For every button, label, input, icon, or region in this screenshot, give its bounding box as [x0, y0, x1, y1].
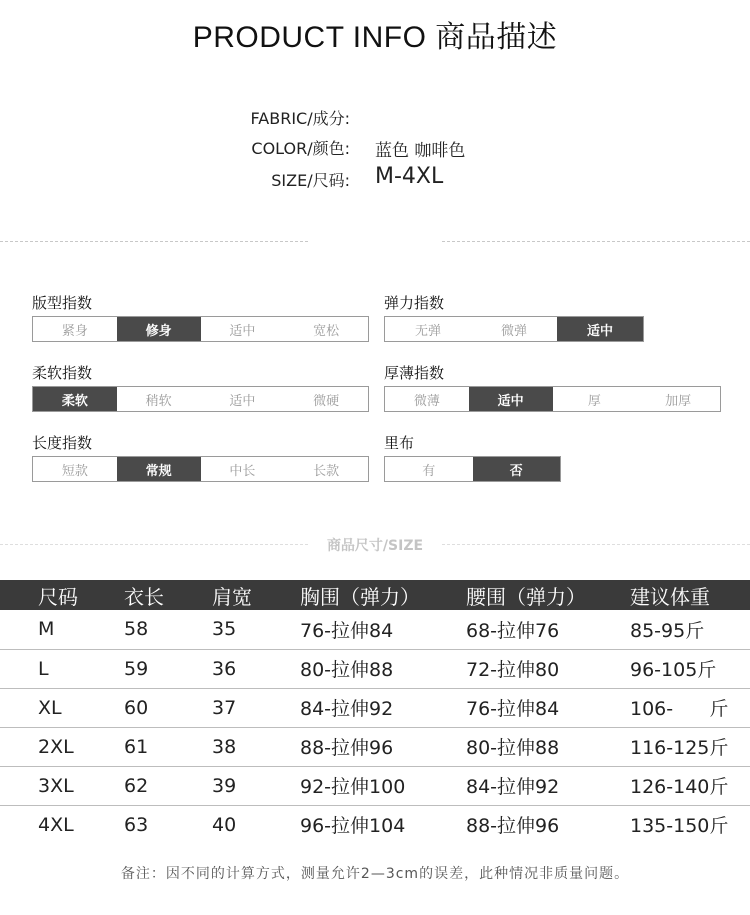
cell-chest: 80-拉伸88 [300, 649, 466, 688]
cell-waist: 84-拉伸92 [466, 766, 630, 805]
lining-index-label: 里布 [384, 434, 415, 452]
measurement-note: 备注：因不同的计算方式，测量允许2—3cm的误差，此种情况非质量问题。 [120, 866, 630, 882]
stretch-index-label: 弹力指数 [384, 294, 445, 312]
divider-right [442, 241, 750, 242]
size-section-title: 商品尺寸/SIZE [326, 538, 424, 554]
cell-length: 61 [124, 727, 212, 766]
color-row [0, 136, 750, 162]
cell-waist: 80-拉伸88 [466, 727, 630, 766]
thickness-index-scale [384, 386, 721, 412]
cell-length: 58 [124, 610, 212, 649]
thickness-option-thin: 微薄 [413, 393, 440, 409]
length-option-short: 短款 [61, 463, 88, 479]
thickness-option-extra-thick: 加厚 [665, 393, 692, 409]
fit-option-regular: 适中 [229, 323, 256, 339]
length-option-long: 长款 [313, 463, 340, 479]
thickness-index [384, 362, 721, 412]
table-row [0, 688, 750, 727]
stretch-option-slight: 微弹 [500, 323, 527, 339]
length-option-regular: 常规 [117, 457, 201, 481]
fit-option-tight: 紧身 [61, 323, 88, 339]
cell-weight: 85-95斤 [630, 610, 750, 649]
cell-chest: 92-拉伸100 [300, 766, 466, 805]
softness-index [32, 362, 369, 412]
stretch-index [384, 292, 721, 342]
cell-size: XL [0, 688, 124, 727]
length-index [32, 432, 369, 482]
lining-index-scale [384, 456, 561, 482]
header-shoulder: 肩宽 [212, 580, 300, 610]
cell-weight: 135-150斤 [630, 815, 729, 838]
cell-waist: 76-拉伸84 [466, 688, 630, 727]
thickness-option-medium: 适中 [469, 387, 553, 411]
header-length: 衣长 [124, 580, 212, 610]
cell-chest: 88-拉伸96 [300, 727, 466, 766]
cell-length: 62 [124, 766, 212, 805]
cell-weight: 116-125斤 [630, 727, 750, 766]
cell-size: L [0, 649, 124, 688]
table-row [0, 805, 750, 844]
size-label: SIZE/尺码: [271, 171, 350, 190]
lining-option-no: 否 [473, 457, 561, 481]
color-value: 蓝色 咖啡色 [375, 141, 466, 161]
cell-waist: 72-拉伸80 [466, 649, 630, 688]
cell-shoulder: 39 [212, 766, 300, 805]
cell-size: 2XL [0, 727, 124, 766]
header-weight: 建议体重 [630, 580, 750, 610]
cell-shoulder: 35 [212, 610, 300, 649]
header-waist: 腰围（弹力） [466, 580, 630, 610]
softness-option-stiff: 微硬 [313, 393, 340, 409]
fit-index [32, 292, 369, 342]
softness-index-label: 柔软指数 [32, 364, 93, 382]
cell-size: M [0, 610, 124, 649]
softness-index-scale [32, 386, 369, 412]
cell-shoulder: 36 [212, 649, 300, 688]
page-title: PRODUCT INFO 商品描述 [192, 21, 558, 54]
thickness-index-label: 厚薄指数 [384, 364, 445, 382]
size-value: M-4XL [375, 164, 444, 189]
stretch-index-scale [384, 316, 644, 342]
softness-option-soft: 柔软 [33, 387, 117, 411]
cell-shoulder: 37 [212, 688, 300, 727]
length-index-label: 长度指数 [32, 434, 93, 452]
header-size: 尺码 [0, 580, 124, 610]
lining-index [384, 432, 721, 482]
fabric-row [0, 106, 750, 132]
cell-length: 59 [124, 649, 212, 688]
fit-index-scale [32, 316, 369, 342]
cell-shoulder: 38 [212, 727, 300, 766]
table-row [0, 766, 750, 805]
cell-waist: 68-拉伸76 [466, 610, 630, 649]
length-index-scale [32, 456, 369, 482]
cell-waist: 88-拉伸96 [466, 815, 560, 838]
cell-chest: 76-拉伸84 [300, 610, 466, 649]
cell-chest: 84-拉伸92 [300, 688, 466, 727]
softness-option-medium: 适中 [229, 393, 256, 409]
cell-chest: 96-拉伸104 [300, 815, 406, 838]
cell-shoulder: 40 [212, 813, 237, 836]
fit-option-slim: 修身 [117, 317, 201, 341]
fit-index-label: 版型指数 [32, 294, 93, 312]
table-row [0, 610, 750, 649]
cell-weight: 96-105斤 [630, 649, 750, 688]
fit-option-loose: 宽松 [313, 323, 340, 339]
cell-weight: 106- 斤 [630, 688, 750, 727]
header-chest: 胸围（弹力） [300, 580, 466, 610]
length-option-mid: 中长 [229, 463, 256, 479]
size-table-header [0, 580, 750, 610]
cell-size: 4XL [38, 813, 74, 836]
cell-length: 60 [124, 688, 212, 727]
lining-option-yes: 有 [422, 463, 436, 479]
cell-weight: 126-140斤 [630, 766, 750, 805]
size-row [0, 164, 750, 194]
cell-size: 3XL [0, 766, 124, 805]
color-label: COLOR/颜色: [251, 139, 350, 158]
stretch-option-medium: 适中 [557, 317, 643, 341]
divider-left [0, 241, 308, 242]
stretch-option-none: 无弹 [414, 323, 441, 339]
table-row [0, 649, 750, 688]
cell-length: 63 [124, 813, 149, 836]
table-row [0, 727, 750, 766]
thickness-option-thick: 厚 [587, 393, 601, 409]
size-table [0, 580, 750, 844]
fabric-label: FABRIC/成分: [250, 109, 350, 128]
softness-option-slightly-soft: 稍软 [145, 393, 172, 409]
